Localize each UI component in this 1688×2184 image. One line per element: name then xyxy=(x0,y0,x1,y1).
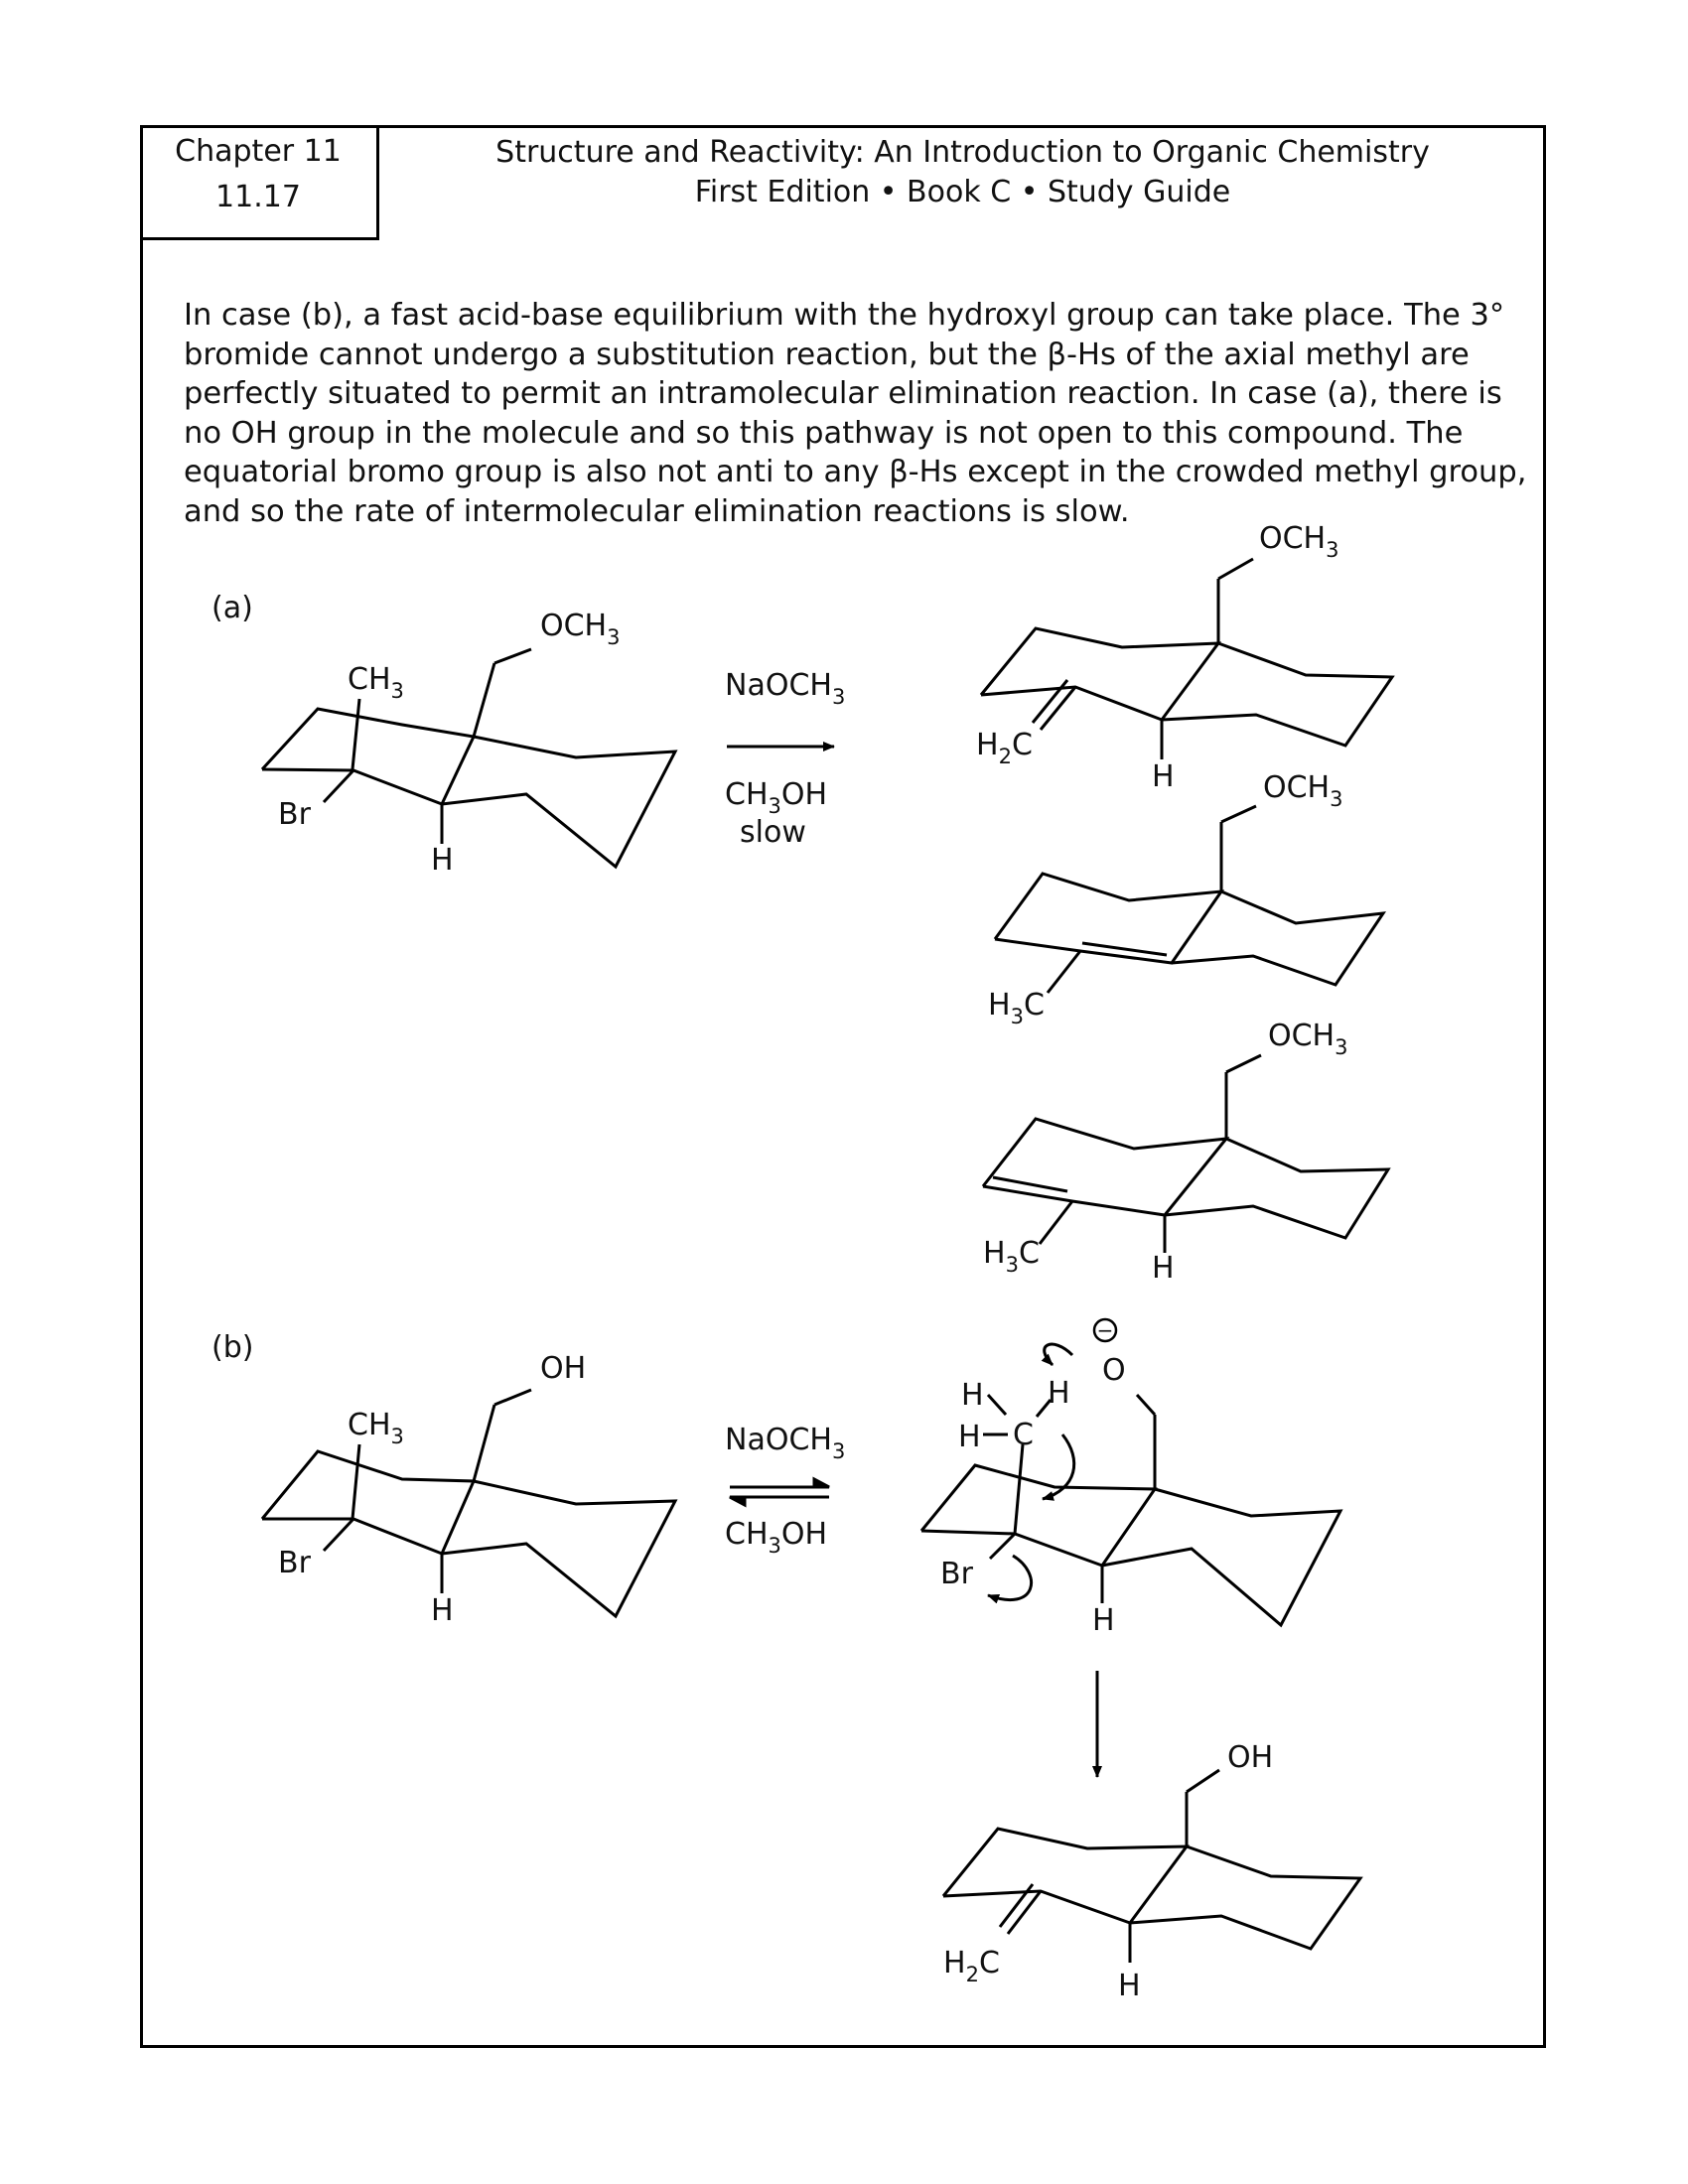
product-a3-och3: $OCH_3$ xyxy=(1268,1019,1348,1059)
solvent-a: $CH_3OH$ xyxy=(725,777,828,818)
scheme-a-label: (a) xyxy=(211,591,253,625)
reactant-b-h: H xyxy=(431,1593,454,1628)
reactant-a xyxy=(262,649,675,867)
product-a1-och3: $OCH_3$ xyxy=(1259,521,1339,562)
right-ring xyxy=(442,737,675,867)
rate-label: slow xyxy=(740,815,806,850)
negative-charge-sign: − xyxy=(1096,1318,1114,1342)
product-a2-och3: $OCH_3$ xyxy=(1263,770,1343,811)
chapter-label: Chapter 11 xyxy=(175,134,342,169)
product-b-oh: OH xyxy=(1227,1740,1274,1775)
book-title: Structure and Reactivity: An Introduction to Organic Chemistry xyxy=(495,135,1430,170)
reactant-b-ch3: $CH_3$ xyxy=(348,1408,404,1448)
reactant-a-och3: $OCH_3$ xyxy=(540,609,621,649)
intermediate-h-right: H xyxy=(1048,1376,1070,1411)
reagent-a: NaOCH$_3$ xyxy=(725,668,846,709)
intermediate-oxygen: O xyxy=(1102,1353,1126,1388)
reactant-b-br: Br xyxy=(278,1546,311,1580)
reactant-a-br: Br xyxy=(278,797,311,832)
left-ring xyxy=(262,709,474,804)
problem-number: 11.17 xyxy=(215,180,301,214)
product-a3-h3c: $H_3C$ xyxy=(983,1236,1040,1277)
product-b-h: H xyxy=(1118,1969,1141,2003)
reactant-a-h: H xyxy=(431,843,454,878)
intermediate-br: Br xyxy=(940,1557,973,1591)
reactant-b-oh: OH xyxy=(540,1351,587,1386)
intermediate-h-left: H xyxy=(958,1420,981,1454)
product-a1-h2c: $H_2C$ xyxy=(976,728,1033,768)
product-a1 xyxy=(981,559,1392,759)
product-a3-h: H xyxy=(1152,1251,1175,1286)
equilibrium-arrows xyxy=(730,1479,829,1505)
reactant-a-ch3: $CH_3$ xyxy=(348,662,404,703)
product-b xyxy=(943,1770,1360,1963)
solvent-b: $CH_3OH$ xyxy=(725,1517,828,1558)
scheme-b-label: (b) xyxy=(211,1330,254,1365)
intermediate-h-bottom: H xyxy=(1092,1603,1115,1638)
product-a2 xyxy=(995,806,1383,993)
explanation-paragraph: In case (b), a fast acid-base equilibrium with the hydroxyl group can take place. The 3° bromide cannot undergo a substitution reaction, but the β-Hs of the axial methyl are perfectly situated to permit an intramolecular elimination reaction. In case (a), there is no OH group in the molecule and so this pathway is not open to this compound. The equatorial bromo group is also not anti to any β-Hs except in the crowded methyl group, and so the rate of intermolecular elimination reactions is slow. xyxy=(184,298,1527,529)
product-a1-h: H xyxy=(1152,759,1175,794)
book-subtitle: First Edition • Book C • Study Guide xyxy=(694,175,1231,209)
intermediate-h-top: H xyxy=(961,1378,984,1413)
intermediate-carbon: C xyxy=(1013,1418,1034,1452)
product-a2-h3c: $H_3C$ xyxy=(988,988,1045,1028)
reactant-b xyxy=(262,1390,675,1616)
reagent-b: NaOCH$_3$ xyxy=(725,1423,846,1463)
product-b-h2c: $H_2C$ xyxy=(943,1946,1000,1986)
intermediate-b xyxy=(921,1344,1340,1625)
product-a3 xyxy=(983,1055,1388,1253)
